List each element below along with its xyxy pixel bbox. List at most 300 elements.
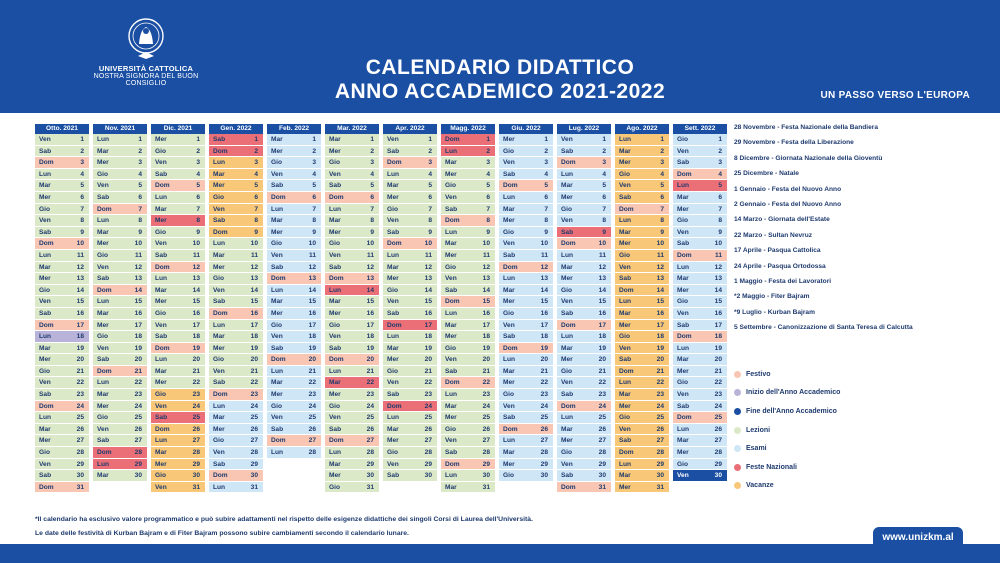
day-cell xyxy=(267,424,321,436)
day-number: 19 xyxy=(540,344,548,352)
day-number: 23 xyxy=(656,391,664,399)
weekday-label: Mar xyxy=(97,309,109,317)
day-cell xyxy=(499,169,553,181)
day-cell xyxy=(441,401,495,413)
day-cell xyxy=(93,204,147,216)
day-cell xyxy=(93,435,147,447)
weekday-label: Mar xyxy=(445,402,457,410)
weekday-label: Gio xyxy=(97,414,108,422)
weekday-label: Mar xyxy=(561,263,573,271)
day-number: 1 xyxy=(602,136,606,143)
day-cell xyxy=(267,238,321,250)
day-number: 24 xyxy=(134,402,142,410)
weekday-label: Mer xyxy=(97,402,109,410)
day-number: 11 xyxy=(77,251,84,259)
weekday-label: Mar xyxy=(155,449,167,457)
weekday-label: Dom xyxy=(213,147,228,155)
weekday-label: Gio xyxy=(155,391,166,399)
weekday-label: Dom xyxy=(503,344,518,352)
weekday-label: Mar xyxy=(39,425,51,433)
weekday-label: Lun xyxy=(503,193,516,201)
weekday-label: Mer xyxy=(329,472,341,480)
day-cell xyxy=(499,320,553,332)
weekday-label: Ven xyxy=(445,193,457,201)
weekday-label: Dom xyxy=(329,356,344,364)
day-cell xyxy=(557,435,611,447)
page-subtitle: ANNO ACCADEMICO 2021-2022 xyxy=(334,80,666,103)
day-number: 1 xyxy=(254,136,258,143)
day-number: 22 xyxy=(76,379,84,387)
weekday-label: Mar xyxy=(213,251,225,259)
day-number: 6 xyxy=(80,193,84,201)
day-number: 9 xyxy=(660,228,664,236)
day-number: 13 xyxy=(192,275,200,283)
weekday-label: Mer xyxy=(155,460,167,468)
weekday-label: Sab xyxy=(213,136,226,143)
day-cell xyxy=(615,308,669,320)
day-number: 25 xyxy=(540,414,548,422)
day-cell xyxy=(151,204,205,216)
weekday-label: Ven xyxy=(271,414,283,422)
weekday-label: Ven xyxy=(561,379,573,387)
weekday-label: Lun xyxy=(503,275,516,283)
weekday-label: Mer xyxy=(213,344,225,352)
weekday-label: Dom xyxy=(329,193,344,201)
day-cell xyxy=(441,262,495,274)
day-number: 22 xyxy=(366,379,374,387)
day-number: 12 xyxy=(424,263,432,271)
weekday-label: Mer xyxy=(387,437,399,445)
day-cell xyxy=(383,146,437,158)
weekday-label: Dom xyxy=(561,402,576,410)
day-number: 29 xyxy=(250,460,258,468)
day-number: 27 xyxy=(482,437,490,445)
day-cell xyxy=(441,192,495,204)
weekday-label: Mar xyxy=(503,367,515,375)
day-number: 12 xyxy=(482,263,490,271)
weekday-label: Ven xyxy=(213,449,225,457)
weekday-label: Gio xyxy=(39,367,50,375)
day-cell xyxy=(441,215,495,227)
weekday-label: Mer xyxy=(271,309,283,317)
day-cell xyxy=(325,273,379,285)
header-banner xyxy=(0,0,1000,113)
legend-dot-icon xyxy=(734,427,741,434)
weekday-label: Sab xyxy=(561,472,574,480)
day-cell xyxy=(151,470,205,482)
weekday-label: Mar xyxy=(677,193,689,201)
month-header: Feb. 2022 xyxy=(267,124,321,134)
day-number: 28 xyxy=(424,449,432,457)
weekday-label: Mar xyxy=(561,425,573,433)
day-cell xyxy=(557,482,611,494)
weekday-label: Sab xyxy=(97,193,110,201)
day-number: 11 xyxy=(309,251,316,259)
day-cell xyxy=(209,412,263,424)
day-cell xyxy=(267,273,321,285)
day-cell xyxy=(383,285,437,297)
day-cell xyxy=(383,273,437,285)
day-cell xyxy=(93,308,147,320)
holiday-item: 22 Marzo - Sultan Nevruz xyxy=(734,231,813,239)
day-cell xyxy=(267,180,321,192)
weekday-label: Mar xyxy=(387,425,399,433)
day-number: 8 xyxy=(544,217,548,225)
weekday-label: Dom xyxy=(677,333,692,341)
day-number: 10 xyxy=(598,240,606,248)
day-cell xyxy=(35,180,89,192)
weekday-label: Mer xyxy=(155,217,167,225)
day-number: 15 xyxy=(76,298,84,306)
weekday-label: Ven xyxy=(329,333,341,341)
day-cell xyxy=(325,412,379,424)
weekday-label: Sab xyxy=(619,437,632,445)
day-cell xyxy=(499,435,553,447)
day-cell xyxy=(325,157,379,169)
month-column xyxy=(383,124,437,482)
day-cell xyxy=(93,146,147,158)
day-cell xyxy=(615,343,669,355)
day-number: 14 xyxy=(598,286,606,294)
day-number: 25 xyxy=(192,414,200,422)
day-cell xyxy=(673,308,727,320)
weekday-label: Mer xyxy=(155,136,167,143)
day-cell xyxy=(557,157,611,169)
day-number: 5 xyxy=(486,182,490,190)
day-cell xyxy=(499,262,553,274)
day-cell xyxy=(151,343,205,355)
weekday-label: Lun xyxy=(39,414,52,422)
day-cell xyxy=(557,354,611,366)
day-cell xyxy=(35,377,89,389)
month-header: Lug. 2022 xyxy=(557,124,611,134)
day-number: 9 xyxy=(544,228,548,236)
weekday-label: Dom xyxy=(619,367,634,375)
day-number: 30 xyxy=(598,472,606,480)
day-number: 21 xyxy=(134,367,142,375)
day-number: 12 xyxy=(76,263,84,271)
day-number: 2 xyxy=(602,147,606,155)
day-cell xyxy=(151,482,205,494)
day-number: 30 xyxy=(482,472,490,480)
weekday-label: Mar xyxy=(97,228,109,236)
day-number: 3 xyxy=(370,159,374,167)
day-number: 9 xyxy=(312,228,316,236)
day-number: 1 xyxy=(544,136,548,143)
day-number: 15 xyxy=(598,298,606,306)
weekday-label: Gio xyxy=(213,356,224,364)
day-cell xyxy=(93,470,147,482)
weekday-label: Sab xyxy=(155,414,168,422)
day-cell xyxy=(673,459,727,471)
day-number: 14 xyxy=(250,286,258,294)
day-cell xyxy=(209,250,263,262)
day-cell xyxy=(93,377,147,389)
weekday-label: Gio xyxy=(387,449,398,457)
weekday-label: Gio xyxy=(677,217,688,225)
weekday-label: Mer xyxy=(271,391,283,399)
weekday-label: Dom xyxy=(677,414,692,422)
legend-label: Inizio dell'Anno Accademico xyxy=(746,389,841,397)
day-number: 19 xyxy=(424,344,432,352)
day-cell xyxy=(441,424,495,436)
day-number: 20 xyxy=(134,356,142,364)
day-number: 25 xyxy=(482,414,490,422)
day-cell xyxy=(383,435,437,447)
day-number: 25 xyxy=(598,414,606,422)
day-number: 9 xyxy=(718,228,722,236)
day-cell xyxy=(383,401,437,413)
day-number: 27 xyxy=(76,437,84,445)
day-cell xyxy=(325,180,379,192)
day-number: 26 xyxy=(714,425,722,433)
day-cell xyxy=(673,227,727,239)
weekday-label: Mer xyxy=(619,240,631,248)
weekday-label: Ven xyxy=(155,240,167,248)
day-cell xyxy=(267,308,321,320)
day-number: 21 xyxy=(192,367,200,375)
day-number: 3 xyxy=(718,159,722,167)
day-cell xyxy=(209,238,263,250)
weekday-label: Gio xyxy=(213,437,224,445)
day-number: 26 xyxy=(192,425,200,433)
weekday-label: Gio xyxy=(271,321,282,329)
day-number: 11 xyxy=(715,251,722,259)
weekday-label: Dom xyxy=(213,309,228,317)
day-cell xyxy=(325,285,379,297)
weekday-label: Lun xyxy=(677,182,690,190)
day-cell xyxy=(615,157,669,169)
day-number: 19 xyxy=(76,344,84,352)
weekday-label: Gio xyxy=(271,159,282,167)
day-cell xyxy=(93,262,147,274)
day-cell xyxy=(499,354,553,366)
weekday-label: Dom xyxy=(503,425,518,433)
weekday-label: Ven xyxy=(387,136,399,143)
day-cell xyxy=(325,308,379,320)
weekday-label: Sab xyxy=(329,344,342,352)
day-cell xyxy=(383,424,437,436)
weekday-label: Mar xyxy=(387,182,399,190)
day-cell xyxy=(325,470,379,482)
day-number: 5 xyxy=(602,182,606,190)
day-number: 13 xyxy=(134,275,142,283)
day-cell xyxy=(441,285,495,297)
weekday-label: Mer xyxy=(271,228,283,236)
weekday-label: Mer xyxy=(213,263,225,271)
day-number: 28 xyxy=(482,449,490,457)
footnote-lunar: Le date delle festività di Kurban Bajram e di Fiter Bajram possono subire cambiamenti secondo il calendario lunare. xyxy=(35,530,409,537)
day-number: 3 xyxy=(196,159,200,167)
day-number: 12 xyxy=(540,263,548,271)
day-number: 20 xyxy=(540,356,548,364)
day-number: 11 xyxy=(251,251,258,259)
day-number: 22 xyxy=(134,379,142,387)
weekday-label: Dom xyxy=(387,402,402,410)
legend-dot-icon xyxy=(734,464,741,471)
weekday-label: Sab xyxy=(387,147,400,155)
day-cell xyxy=(35,320,89,332)
day-number: 8 xyxy=(138,217,142,225)
day-number: 31 xyxy=(598,483,606,491)
day-cell xyxy=(499,273,553,285)
day-cell xyxy=(615,169,669,181)
day-number: 27 xyxy=(598,437,606,445)
day-cell xyxy=(151,377,205,389)
day-number: 21 xyxy=(656,367,664,375)
day-cell xyxy=(35,331,89,343)
day-number: 17 xyxy=(714,321,722,329)
day-number: 17 xyxy=(424,321,432,329)
weekday-label: Sab xyxy=(155,170,168,178)
weekday-label: Dom xyxy=(39,483,54,491)
day-number: 24 xyxy=(598,402,606,410)
day-cell xyxy=(383,180,437,192)
weekday-label: Mer xyxy=(387,356,399,364)
weekday-label: Ven xyxy=(677,147,689,155)
day-cell xyxy=(93,366,147,378)
day-cell xyxy=(441,459,495,471)
weekday-label: Lun xyxy=(213,483,226,491)
day-number: 18 xyxy=(714,333,722,341)
day-number: 7 xyxy=(254,205,258,213)
day-cell xyxy=(267,343,321,355)
month-column xyxy=(325,124,379,493)
month-column xyxy=(151,124,205,493)
day-cell xyxy=(557,227,611,239)
day-number: 10 xyxy=(424,240,432,248)
day-cell xyxy=(673,401,727,413)
day-number: 7 xyxy=(486,205,490,213)
day-cell xyxy=(615,146,669,158)
day-cell xyxy=(615,320,669,332)
day-number: 17 xyxy=(540,321,548,329)
day-number: 5 xyxy=(138,182,142,190)
website-link[interactable]: www.unizkm.al xyxy=(873,527,963,549)
weekday-label: Sab xyxy=(619,275,632,283)
weekday-label: Lun xyxy=(97,298,110,306)
weekday-label: Sab xyxy=(503,333,516,341)
day-cell xyxy=(151,447,205,459)
day-cell xyxy=(35,169,89,181)
day-number: 13 xyxy=(250,275,258,283)
legend-dot-icon xyxy=(734,408,741,415)
day-number: 4 xyxy=(138,170,142,178)
day-number: 22 xyxy=(598,379,606,387)
weekday-label: Lun xyxy=(387,251,400,259)
day-number: 23 xyxy=(366,391,374,399)
day-number: 30 xyxy=(250,472,258,480)
day-number: 21 xyxy=(308,367,316,375)
day-number: 14 xyxy=(192,286,200,294)
day-cell xyxy=(673,424,727,436)
weekday-label: Ven xyxy=(619,425,631,433)
day-cell xyxy=(151,169,205,181)
day-cell xyxy=(267,157,321,169)
day-cell xyxy=(93,285,147,297)
weekday-label: Mer xyxy=(561,356,573,364)
day-cell xyxy=(267,285,321,297)
day-number: 13 xyxy=(714,275,722,283)
day-number: 6 xyxy=(312,193,316,201)
day-number: 19 xyxy=(192,344,200,352)
weekday-label: Mar xyxy=(677,437,689,445)
weekday-label: Ven xyxy=(155,402,167,410)
weekday-label: Mar xyxy=(503,449,515,457)
weekday-label: Lun xyxy=(97,460,110,468)
weekday-label: Dom xyxy=(97,286,112,294)
day-number: 14 xyxy=(424,286,432,294)
day-cell xyxy=(557,169,611,181)
day-number: 7 xyxy=(196,205,200,213)
day-cell xyxy=(383,354,437,366)
legend-item xyxy=(734,365,840,384)
day-cell xyxy=(151,262,205,274)
day-cell xyxy=(615,215,669,227)
day-number: 25 xyxy=(424,414,432,422)
day-cell xyxy=(499,343,553,355)
day-number: 29 xyxy=(540,460,548,468)
day-number: 28 xyxy=(366,449,374,457)
weekday-label: Lun xyxy=(97,379,110,387)
weekday-label: Gio xyxy=(387,286,398,294)
day-cell xyxy=(93,169,147,181)
day-number: 8 xyxy=(486,217,490,225)
day-number: 10 xyxy=(250,240,258,248)
day-cell xyxy=(209,366,263,378)
day-cell xyxy=(209,459,263,471)
weekday-label: Mar xyxy=(387,263,399,271)
weekday-label: Mar xyxy=(329,217,341,225)
day-number: 5 xyxy=(660,182,664,190)
day-number: 8 xyxy=(660,217,664,225)
day-cell xyxy=(673,447,727,459)
weekday-label: Dom xyxy=(445,136,460,143)
weekday-label: Ven xyxy=(329,414,341,422)
weekday-label: Sab xyxy=(387,309,400,317)
day-cell xyxy=(209,401,263,413)
day-number: 17 xyxy=(192,321,200,329)
weekday-label: Mar xyxy=(445,240,457,248)
weekday-label: Ven xyxy=(97,182,109,190)
day-cell xyxy=(35,238,89,250)
weekday-label: Ven xyxy=(213,286,225,294)
day-cell xyxy=(615,285,669,297)
day-cell xyxy=(151,424,205,436)
day-cell xyxy=(615,470,669,482)
weekday-label: Lun xyxy=(445,391,458,399)
day-number: 1 xyxy=(660,136,664,143)
day-cell xyxy=(325,146,379,158)
day-cell xyxy=(151,389,205,401)
day-number: 26 xyxy=(598,425,606,433)
day-cell xyxy=(615,262,669,274)
day-number: 11 xyxy=(193,251,200,259)
day-cell xyxy=(499,424,553,436)
day-cell xyxy=(35,389,89,401)
weekday-label: Ven xyxy=(271,333,283,341)
weekday-label: Mer xyxy=(271,147,283,155)
day-number: 18 xyxy=(76,333,84,341)
day-number: 16 xyxy=(134,309,142,317)
weekday-label: Sab xyxy=(213,379,226,387)
day-cell xyxy=(209,389,263,401)
weekday-label: Dom xyxy=(445,379,460,387)
day-number: 8 xyxy=(370,217,374,225)
day-number: 24 xyxy=(308,402,316,410)
weekday-label: Mar xyxy=(503,205,515,213)
day-number: 22 xyxy=(424,379,432,387)
